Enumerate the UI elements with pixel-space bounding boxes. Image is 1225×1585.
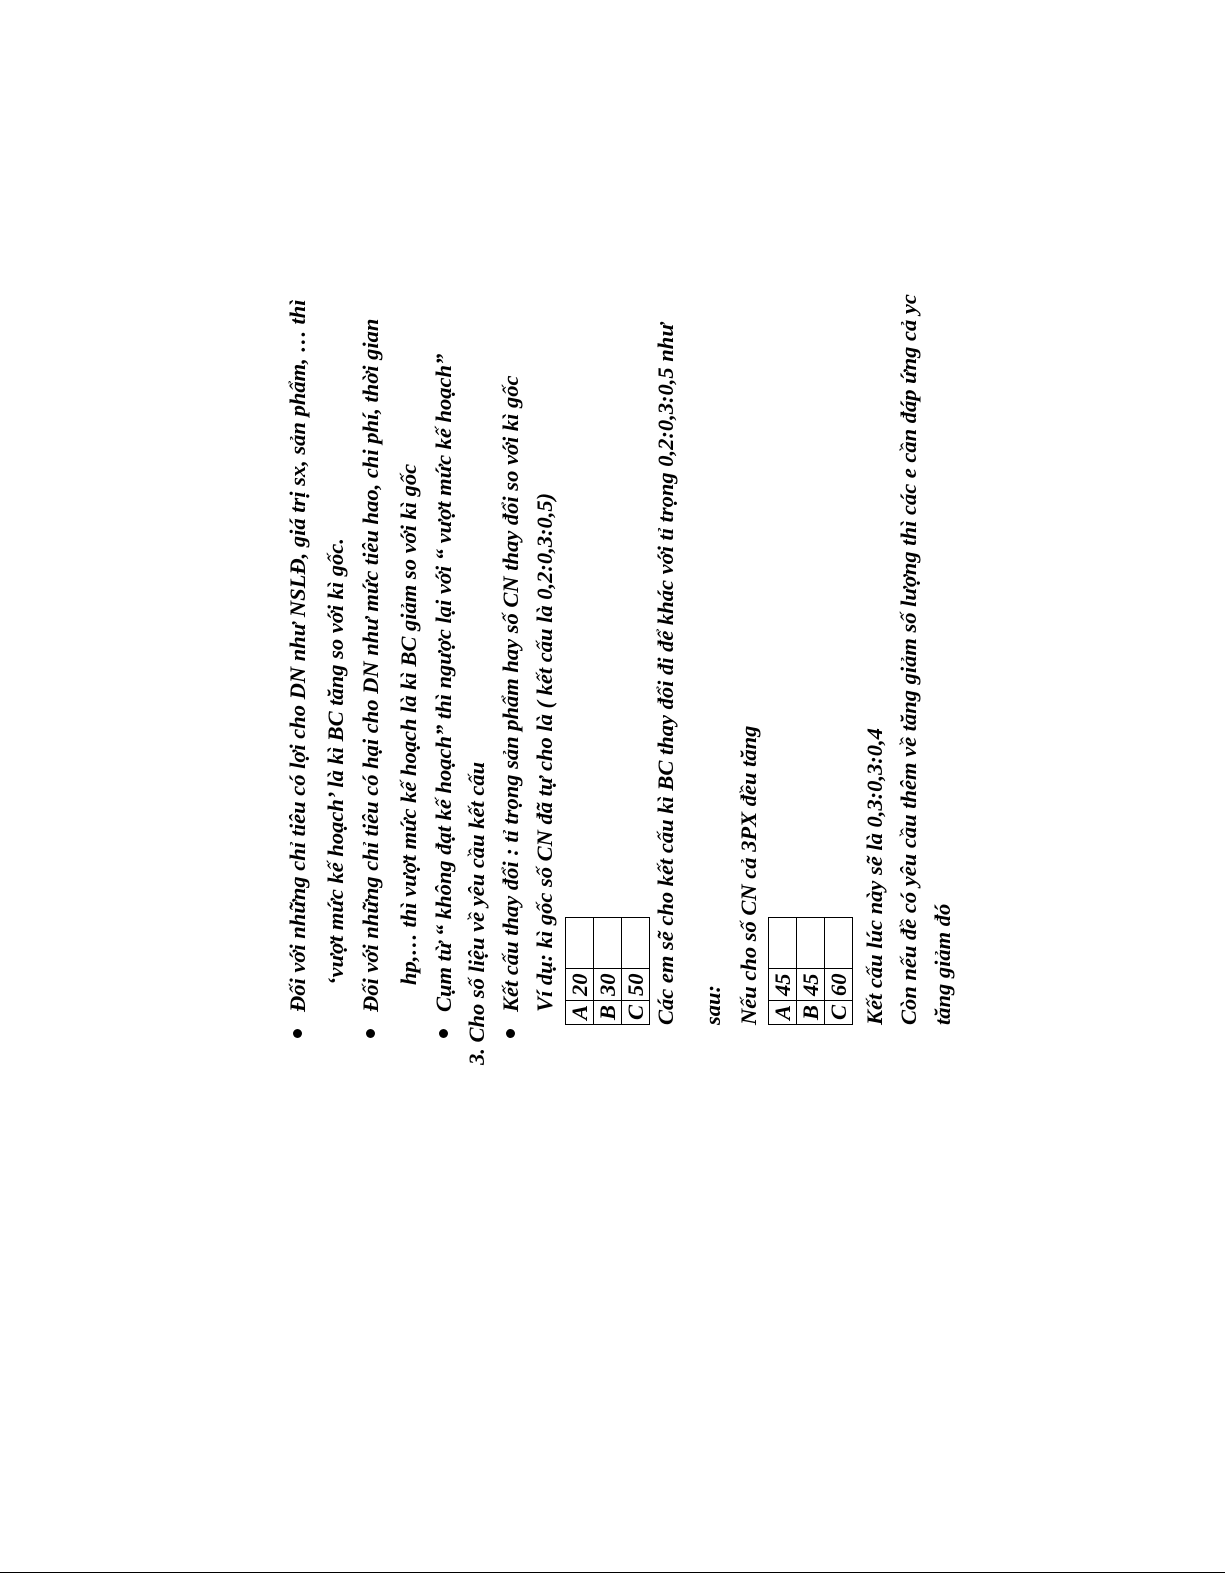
table-new-workers (768, 917, 853, 1025)
row-label: B (594, 1000, 622, 1024)
bullet-dot (506, 1029, 515, 1038)
paragraph-1-line-2: sau: (700, 984, 725, 1025)
row-extra (797, 918, 825, 969)
bullet-1-line-2: ‘vượt mức kế hoạch’ là kì BC tăng so với kì gốc. (323, 538, 348, 985)
bullet-1-line-1: Đối với những chỉ tiêu có lợi cho DN như NSLĐ, giá trị sx, sản phẩm, … thì (285, 299, 310, 1012)
bullet-2-line-1: Đối với những chỉ tiêu có hại cho DN như mức tiêu hao, chi phí, thời gian (358, 318, 383, 1012)
row-label: C (622, 1000, 650, 1024)
table-row (622, 918, 650, 1025)
bullet-dot (293, 1029, 302, 1038)
row-label: A (566, 1000, 594, 1024)
row-value: 45 (797, 969, 825, 1001)
row-extra (825, 918, 853, 969)
row-value: 20 (566, 969, 594, 1001)
rotated-content (260, 140, 960, 1065)
table-initial-workers (565, 917, 650, 1025)
page-bottom-rule (0, 1572, 1225, 1573)
row-label: A (769, 1000, 797, 1024)
row-value: 60 (825, 969, 853, 1001)
bullet-3-line-1: Cụm từ “ không đạt kế hoạch” thì ngược lại với “ vượt mức kế hoạch” (431, 353, 456, 1012)
row-extra (566, 918, 594, 969)
row-label: B (797, 1000, 825, 1024)
row-value: 30 (594, 969, 622, 1001)
table-row (769, 918, 797, 1025)
table-row (566, 918, 594, 1025)
paragraph-2-line-1: Còn nếu đề có yêu cầu thêm về tăng giảm số lượng thì các e cần đáp ứng cả yc (896, 294, 921, 1025)
row-extra (622, 918, 650, 969)
section-3-heading: 3. Cho số liệu về yêu cầu kết cấu (464, 761, 489, 1065)
table-row (594, 918, 622, 1025)
row-value: 50 (622, 969, 650, 1001)
bullet-2-line-2: hp,… thì vượt mức kế hoạch là kì BC giảm so với kì gốc (396, 463, 421, 985)
example-line: Ví dụ: kì gốc số CN đã tự cho là ( kết cấu là 0,2:0,3:0,5) (532, 492, 557, 1012)
row-extra (769, 918, 797, 969)
table-row (797, 918, 825, 1025)
row-label: C (825, 1000, 853, 1024)
paragraph-1-line-1: Các em sẽ cho kết cấu kì BC thay đổi đi để khác với tỉ trọng 0,2:0,3:0,5 như (653, 323, 678, 1025)
paragraph-2-line-2: tăng giảm đó (930, 903, 955, 1025)
row-value: 45 (769, 969, 797, 1001)
row-extra (594, 918, 622, 969)
result-line: Kết cấu lúc này sẽ là 0,3:0,3:0,4 (862, 728, 887, 1025)
bullet-dot (439, 1029, 448, 1038)
bullet-dot (366, 1029, 375, 1038)
increase-line: Nếu cho số CN cả 3PX đều tăng (736, 725, 761, 1025)
table-row (825, 918, 853, 1025)
section-3-bullet: Kết cấu thay đổi : tỉ trọng sản phẩm hay số CN thay đổi so với kì gốc (498, 375, 523, 1012)
